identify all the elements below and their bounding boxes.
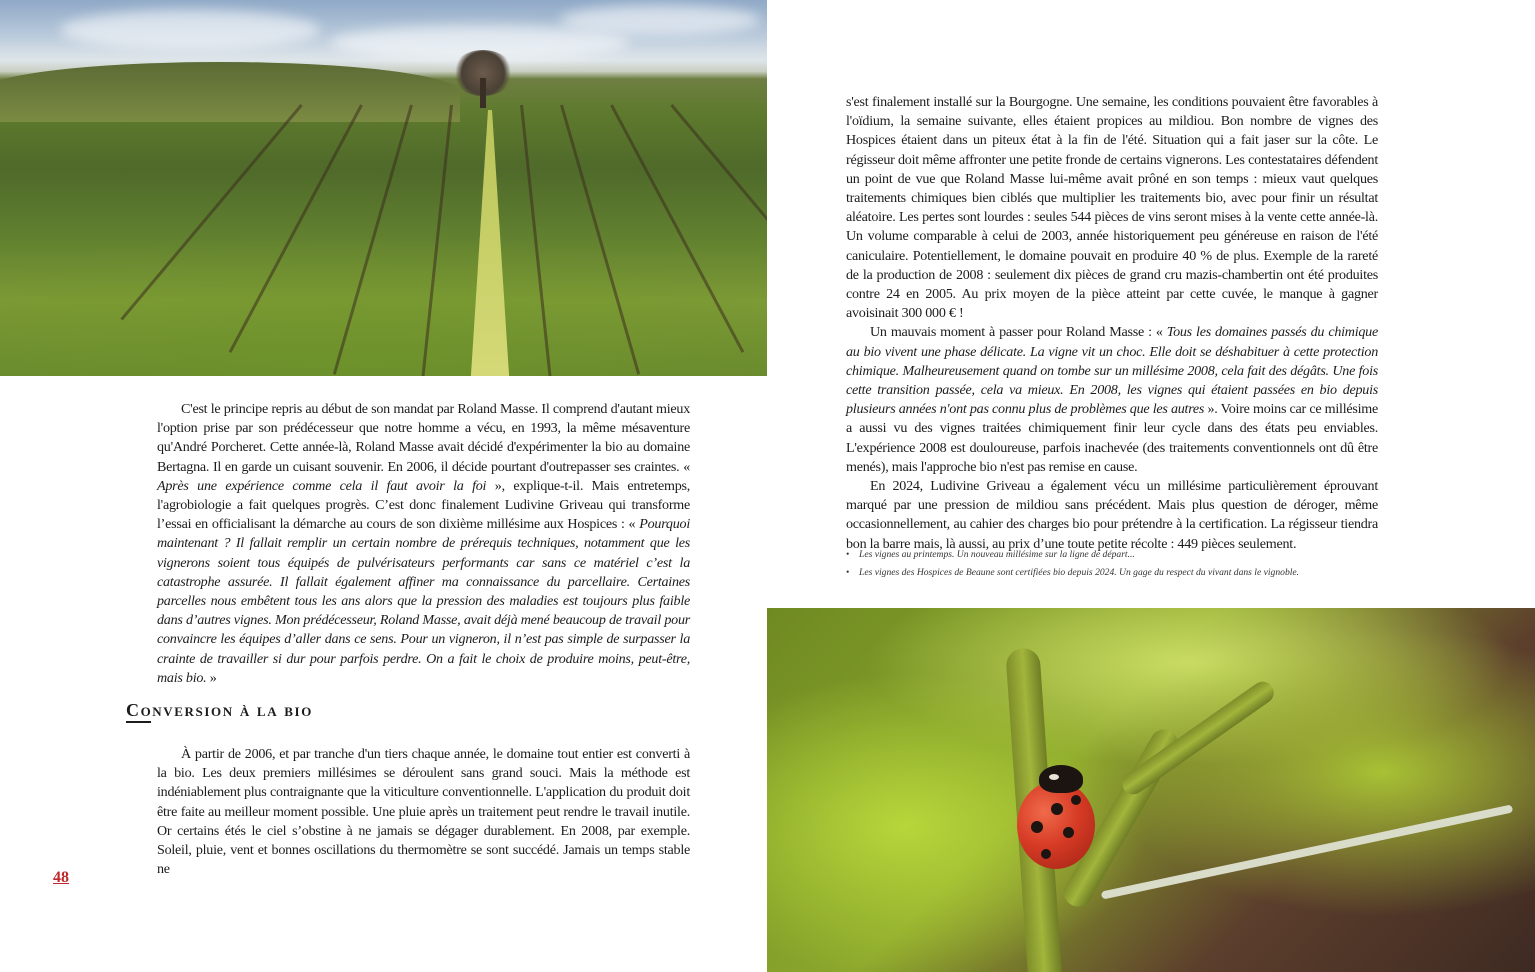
text-segment: ». Voire moins car ce millésime a aussi vu des vignes traitées chimiquement finir leur cycle dans des états peu enviables. L'expérience 2008 est douloureuse, parfois inachevée (des traitements conventionnels ont dû être menés), mais l'approche bio n'est pas remise en cause. — [846, 401, 1378, 475]
vineyard-photo — [0, 0, 767, 376]
photo-captions — [846, 549, 1346, 584]
page-number: 48 — [53, 869, 69, 886]
paragraph-conversion: À partir de 2006, et par tranche d'un tiers chaque année, le domaine tout entier est converti à la bio. Les deux premiers millésimes se déroulent sans grand souci. Mais la méthode est indéniablement plus contraignante que la viticulture conventionnelle. L'application du produit doit être faite au meilleur moment possible. Une pluie après un traitement peut rendre le travail inutile. Or certains étés le ciel s’obstine à ne jamais se dégager durablement. En 2008, par exemple. Soleil, pluie, vent et bonnes oscillations du thermomètre se sont succédé. Jamais un temps stable ne — [157, 746, 690, 878]
quote-segment: Après une expérience comme cela il faut avoir la foi — [157, 477, 487, 494]
quote-segment: Pourquoi maintenant ? Il fallait remplir un certain nombre de prérequis techniques, notamment que les vignerons soient tous équipés de pulvérisateurs performants car sans ce matériel c’est la catastrophe assurée. Il fallait également affiner ma connaissance du parcellaire. Certaines parcelles nous embêtent tous les ans alors que la pression des maladies est toujours plus faible dans d’autres vignes. Mon prédécesseur, Roland Masse, avait déjà mené beaucoup de travail pour convaincre les équipes d’aller dans ce sens. Pour un vigneron, il n’est pas simple de surpasser la crainte de travailler si dur pour parfois perdre. On a fait le choix de produire moins, peut-être, mais bio. — [157, 516, 690, 686]
quote-segment: Tous les domaines passés du chimique au bio vivent une phase délicate. La vigne vit un choc. Elle doit se déshabituer à cette protection chimique. Malheureusement quand on tombe sur un millésime 2008, cela fait des dégâts. Une fois cette transition passée, cela va mieux. En 2008, les vignes qui étaient passées en bio depuis plusieurs années n'ont pas connu plus de problèmes que les autres — [846, 324, 1378, 418]
caption-text: Les vignes des Hospices de Beaune sont certifiées bio depuis 2024. Un gage du respect du vivant dans le vignoble. — [859, 566, 1300, 578]
caption-vineyard — [846, 549, 1346, 561]
caption-ladybug — [846, 567, 1346, 579]
right-column-text — [846, 93, 1378, 554]
left-column-intro — [157, 400, 690, 688]
section-heading: Conversion à la bio — [126, 700, 313, 720]
ladybug-photo — [767, 608, 1535, 972]
bullet-icon: • — [846, 566, 850, 578]
paragraph-2024-vintage: En 2024, Ludivine Griveau a également vécu un millésime particulièrement éprouvant marqué par une pression de mildiou sans précédent. Mais plus question de déroger, même occasionnellement, au cahier des charges bio pour prétendre à la certification. La régisseur tiendra bon la barre mais, là aussi, au prix d’une toute petite récolte : 449 pièces seulement. — [846, 478, 1378, 552]
ladybug — [1017, 765, 1097, 870]
paragraph-2008-vintage: s'est finalement installé sur la Bourgogne. Une semaine, les conditions pouvaient être favorables à l'oïdium, la semaine suivante, elles étaient propices au mildiou. Bon nombre de vignes des Hospices étaient dans un piteux état à la fin de l'été. Situation qui a fait jaser sur la côte. Le régisseur doit même affronter une petite fronde de certains vignerons. Les contestataires défendent un point de vue que Roland Masse lui-même avait prôné en son temps : mieux vaut quelques traitements chimiques bien ciblés que multiplier les traitements bio, avec pour finir un résultat aléatoire. Les pertes sont lourdes : seules 544 pièces de vins seront mises à la vente cette année-là. Un volume comparable à celui de 2003, année historiquement peu généreuse en raison de l'été caniculaire. Potentiellement, le domaine pouvait en produire 40 % de plus. Exemple de la rareté de la production de 2008 : seulement dix pièces de grand cru mazis-chambertin ont été produites contre 24 en 2005. Au prix moyen de la pièce atteint par cette cuvée, le manque à gagner avoisinait 300 000 € ! — [846, 94, 1378, 322]
text-segment: » — [206, 669, 217, 686]
text-segment: », explique-t-il. Mais entretemps, l'agrobiologie a fait quelques progrès. C’est donc finalement Ludivine Griveau qui transforme l’essai en officialisant la démarche au cours de son dixième millésime aux Hospices : « — [157, 477, 690, 533]
bullet-icon: • — [846, 549, 850, 560]
paragraph-roland-masse-quote — [846, 323, 1378, 477]
text-segment: C'est le principe repris au début de son mandat par Roland Masse. Il comprend d'autant mieux l'option prise par son prédécesseur que notre homme a vécu, en 1993, la même mésaventure qu'André Porcheret. Cette année-là, Roland Masse avait décidé d'expérimenter la bio au domaine Bertagna. Il en garde un cuisant souvenir. En 2006, il décide pourtant d'outrepasser ses craintes. « — [157, 401, 690, 475]
caption-text: Les vignes au printemps. Un nouveau millésime sur la ligne de départ... — [859, 549, 1135, 560]
heading-underline — [126, 721, 151, 723]
left-column-conversion — [157, 745, 690, 879]
paragraph-roland-masse — [157, 400, 690, 688]
text-segment: Un mauvais moment à passer pour Roland Masse : « — [870, 324, 1167, 341]
